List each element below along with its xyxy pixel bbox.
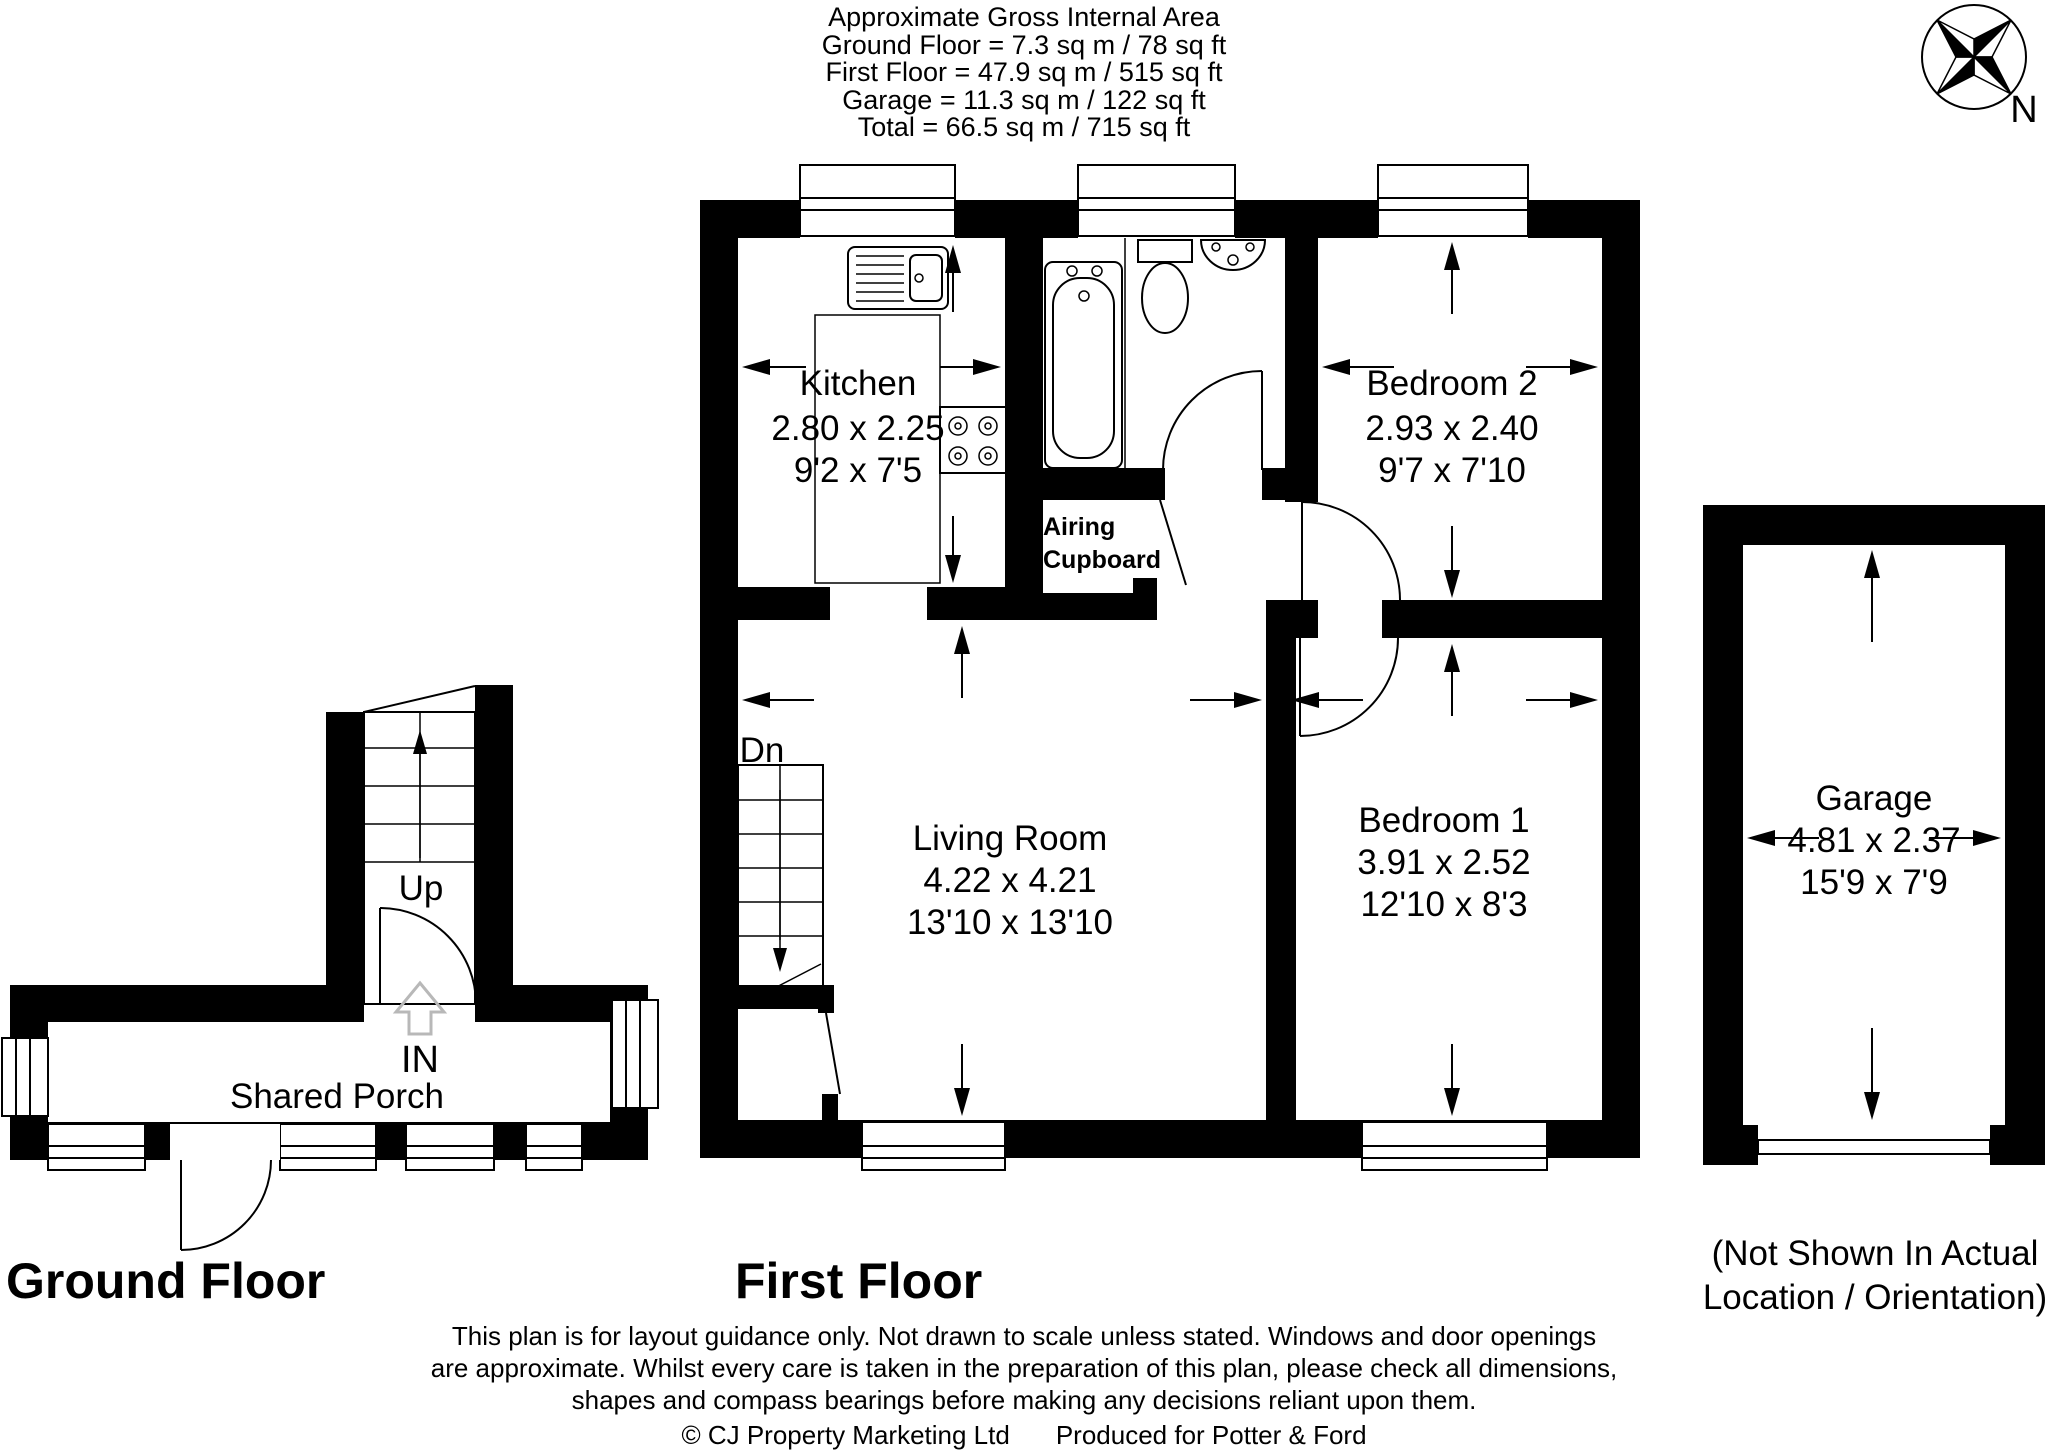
bedroom2-imperial: 9'7 x 7'10: [1378, 451, 1526, 490]
bedroom1-window-icon: [1362, 1122, 1547, 1170]
stair-head-door-icon: [826, 1013, 840, 1094]
garage-plan: [1703, 505, 2045, 1165]
stairs-down: [738, 765, 823, 1008]
bedroom1-door-icon: [1300, 638, 1398, 736]
airing-cupboard-label-1: Airing: [1043, 513, 1116, 541]
stair-head-wall: [738, 985, 818, 1008]
bathroom-bottom-wall: [1043, 468, 1165, 500]
bedroom1-metric: 3.91 x 2.52: [1357, 843, 1531, 882]
basin-icon: [1201, 240, 1265, 270]
summary-first: First Floor = 47.9 sq m / 515 sq ft: [825, 57, 1223, 87]
bedroom1-top-wall-right: [1382, 600, 1602, 638]
bathroom-window-icon: [1078, 163, 1235, 238]
bedroom2-window-icon: [1378, 163, 1528, 238]
bedroom2-label: Bedroom 2: [1366, 364, 1538, 403]
disclaimer-line2: are approximate. Whilst every care is taken in the preparation of this plan, please check all dimensions,: [430, 1353, 1618, 1383]
garage-metric: 4.81 x 2.37: [1787, 821, 1961, 860]
porch-right-window-icon: [612, 1000, 660, 1108]
stairwell-door-icon: [380, 908, 476, 1004]
kitchen-bathroom-wall: [1005, 238, 1043, 620]
compass-north-label: N: [2010, 89, 2038, 131]
kitchen-counter: [815, 315, 940, 583]
airing-cupboard-door-icon: [1160, 500, 1186, 585]
kitchen-label: Kitchen: [799, 364, 917, 403]
produced-for-text: Produced for Potter & Ford: [1055, 1420, 1367, 1450]
living-room-metric: 4.22 x 4.21: [923, 861, 1097, 900]
bath-icon: [1045, 238, 1125, 468]
living-room-window-icon: [862, 1122, 1005, 1170]
ground-floor-plan: [0, 685, 660, 1250]
compass-icon: [1922, 5, 2038, 131]
garage-door-icon: [1758, 1140, 1990, 1154]
credits: [0, 1420, 2048, 1451]
garage-note-line2: Location / Orientation): [1702, 1278, 2048, 1317]
disclaimer: [0, 1320, 2048, 1416]
disclaimer-line3: shapes and compass bearings before making any decisions reliant upon them.: [571, 1385, 1477, 1415]
airing-cupboard-bottom-wall: [1043, 593, 1133, 620]
shared-porch-label: Shared Porch: [229, 1077, 445, 1116]
bedroom2-door-icon: [1302, 502, 1400, 600]
entrance-arrow-icon: [396, 983, 444, 1034]
bathroom-door-icon: [1163, 371, 1262, 470]
summary-garage: Garage = 11.3 sq m / 122 sq ft: [842, 84, 1206, 115]
first-floor-plan: [700, 163, 1640, 1170]
airing-cupboard-jamb: [1133, 578, 1157, 620]
stairs-up-label: Up: [398, 869, 444, 908]
kitchen-metric: 2.80 x 2.25: [771, 409, 945, 448]
garage-imperial: 15'9 x 7'9: [1800, 863, 1948, 902]
summary-title: Approximate Gross Internal Area: [828, 2, 1220, 32]
toilet-icon: [1138, 240, 1192, 333]
kitchen-sink-icon: [848, 247, 948, 309]
kitchen-living-wall-left: [738, 587, 830, 620]
kitchen-window-icon: [800, 163, 955, 238]
copyright-text: © CJ Property Marketing Ltd: [681, 1420, 1010, 1450]
summary-ground: Ground Floor = 7.3 sq m / 78 sq ft: [821, 29, 1227, 60]
entrance-label: IN: [401, 1039, 439, 1081]
bedroom1-imperial: 12'10 x 8'3: [1360, 885, 1528, 924]
ground-floor-title: Ground Floor: [6, 1253, 326, 1309]
first-floor-title: First Floor: [735, 1253, 983, 1309]
porch-left-window-icon: [0, 1038, 48, 1116]
airing-cupboard-label-2: Cupboard: [1043, 546, 1162, 574]
hob-icon: [940, 407, 1006, 473]
disclaimer-line1: This plan is for layout guidance only. Not drawn to scale unless stated. Windows and door openings: [451, 1321, 1597, 1351]
bedroom1-label: Bedroom 1: [1358, 801, 1530, 840]
stair-door-jamb-bottom: [822, 1094, 838, 1120]
garage-note-line1: (Not Shown In Actual: [1711, 1234, 2039, 1273]
summary-total: Total = 66.5 sq m / 715 sq ft: [857, 112, 1191, 142]
stairs-down-label: Dn: [739, 731, 785, 770]
bedroom2-metric: 2.93 x 2.40: [1365, 409, 1539, 448]
bathroom-bedroom2-wall: [1285, 238, 1318, 502]
living-bedroom1-wall: [1266, 600, 1296, 1120]
bathroom-door-jamb: [1262, 468, 1285, 500]
kitchen-living-wall-right: [927, 587, 1005, 620]
front-door-icon: [170, 1124, 280, 1250]
living-room-imperial: 13'10 x 13'10: [906, 903, 1114, 942]
garage-label: Garage: [1815, 779, 1933, 818]
kitchen-imperial: 9'2 x 7'5: [793, 451, 923, 490]
garage-location-note: [1680, 1232, 2048, 1320]
living-room-label: Living Room: [912, 819, 1108, 858]
